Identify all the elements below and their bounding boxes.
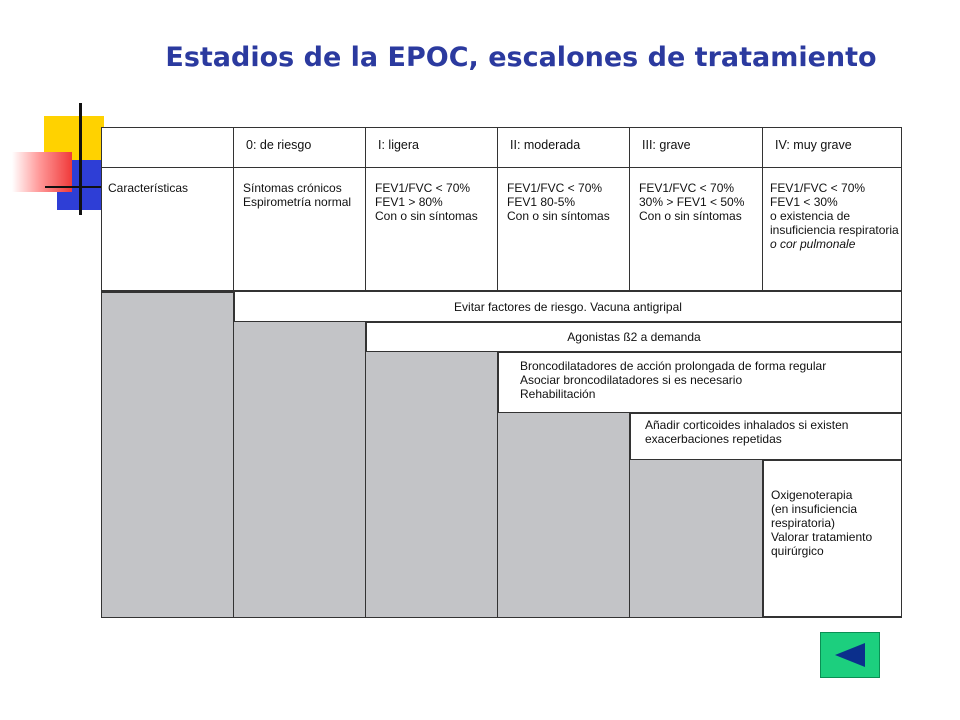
copd-stages-table [101,127,902,618]
treatment-line: Asociar broncodilatadores si es necesario [520,373,743,387]
logo-horizontal-line [45,186,105,188]
gray-filler-col-4 [630,460,763,617]
stage-4-line: o cor pulmonale [770,237,856,251]
header-stage-2: II: moderada [498,128,630,168]
header-stage-4: IV: muy grave [763,128,902,168]
treatment-line: respiratoria) [771,516,836,530]
treatment-corticoides [630,413,902,460]
stage-2-characteristics [498,168,630,291]
header-stage-3: III: grave [630,128,763,168]
row-label-caracteristicas: Características [102,168,234,291]
logo-vertical-line [79,103,82,215]
stage-2-line: FEV1 80-5% [507,195,576,209]
back-button[interactable] [820,632,880,678]
stage-4-line: o existencia de [770,209,851,223]
header-stage-0: 0: de riesgo [234,128,366,168]
treatment-broncodilatadores [498,352,902,413]
stage-1-line: FEV1 > 80% [375,195,443,209]
gray-filler-col-1 [234,322,366,617]
stage-2-line: Con o sin síntomas [507,209,610,223]
stage-2-line: FEV1/FVC < 70% [507,181,603,195]
stage-4-line: FEV1/FVC < 70% [770,181,866,195]
header-empty [102,128,234,168]
stage-3-line: Con o sin síntomas [639,209,742,223]
stage-0-characteristics [234,168,366,291]
treatment-evitar-factores: Evitar factores de riesgo. Vacuna antigripal [234,291,902,322]
stage-3-line: FEV1/FVC < 70% [639,181,735,195]
header-stage-1: I: ligera [366,128,498,168]
treatment-line: Oxigenoterapia [771,488,853,502]
stage-0-line: Síntomas crónicos [243,181,342,195]
stage-3-characteristics [630,168,763,291]
treatment-agonistas: Agonistas ß2 a demanda [366,322,902,352]
treatment-line: Añadir corticoides inhalados si existen [645,418,849,432]
stage-4-line: insuficiencia respiratoria [770,223,899,237]
stage-1-line: Con o sin síntomas [375,209,478,223]
treatment-line: (en insuficiencia [771,502,858,516]
stage-4-line: FEV1 < 30% [770,195,838,209]
gray-filler-col-2 [366,352,498,617]
treatment-line: Valorar tratamiento [771,530,873,544]
treatment-line: quirúrgico [771,544,824,558]
stage-0-line: Espirometría normal [243,195,352,209]
treatment-line: Broncodilatadores de acción prolongada de forma regular [520,359,827,373]
gray-filler-col-0 [102,291,234,617]
slide-title: Estadios de la EPOC, escalones de tratamiento [165,42,877,73]
gray-filler-col-3 [498,413,630,617]
stage-4-characteristics [763,168,902,291]
treatment-line: Rehabilitación [520,387,596,401]
treatment-line: exacerbaciones repetidas [645,432,782,446]
triangle-left-icon [831,641,869,669]
stage-1-line: FEV1/FVC < 70% [375,181,471,195]
treatment-oxigenoterapia [763,460,902,617]
stage-3-line: 30% > FEV1 < 50% [639,195,745,209]
stage-1-characteristics [366,168,498,291]
